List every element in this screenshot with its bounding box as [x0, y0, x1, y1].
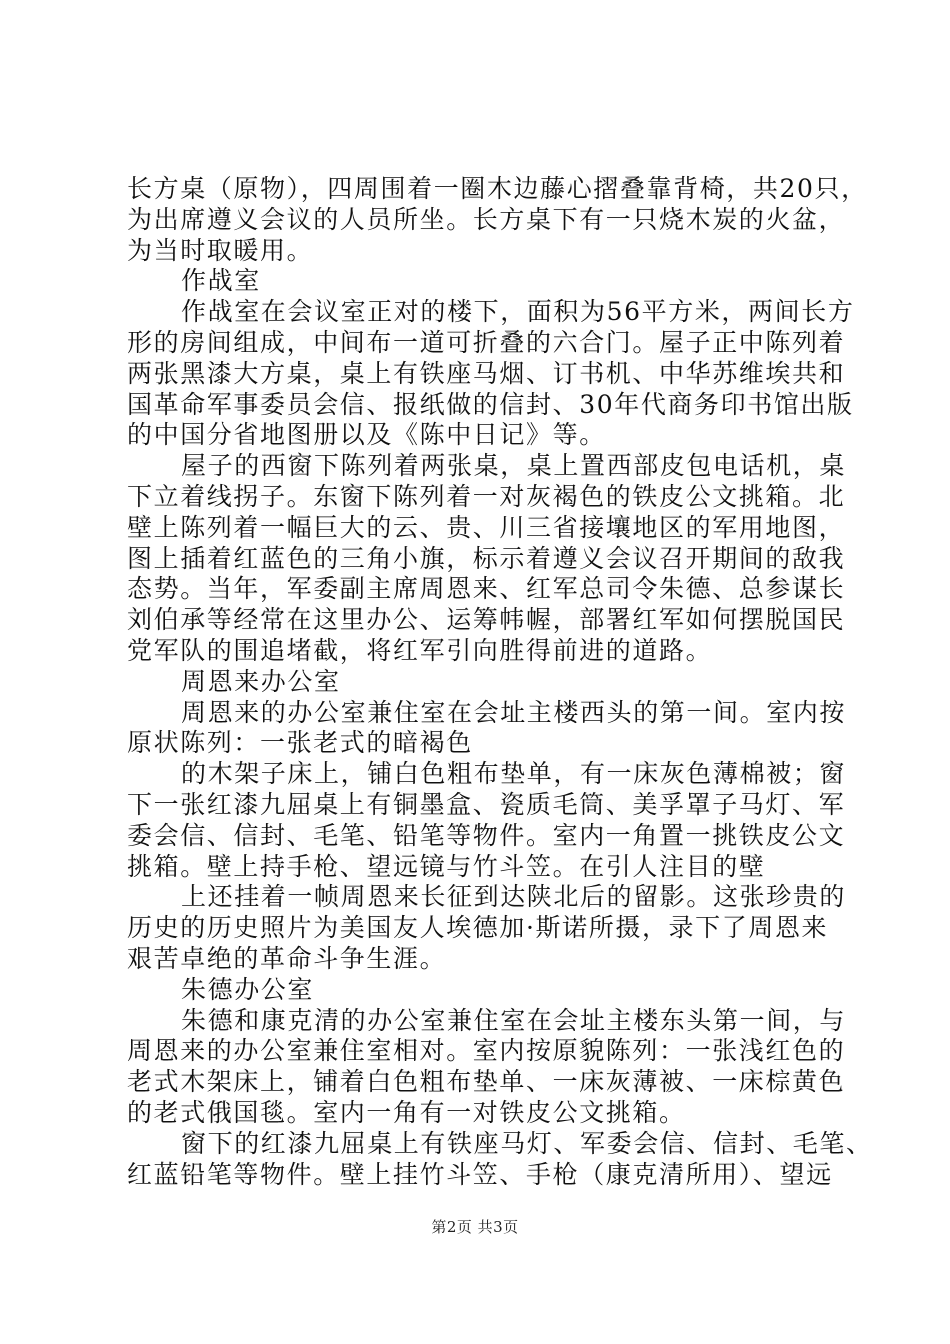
text-line: 态势。当年，军委副主席周恩来、红军总司令朱德、总参谋长 [127, 574, 846, 604]
text-line: 艰苦卓绝的革命斗争生涯。 [127, 943, 447, 973]
text-line: 历史的历史照片为美国友人埃德加·斯诺所摄，录下了周恩来 [127, 913, 829, 943]
document-body [127, 174, 873, 1190]
text-line: 老式木架床上，铺着白色粗布垫单、一床灰薄被、一床棕黄色 [127, 1067, 846, 1097]
text-line: 周恩来办公室 [181, 666, 341, 696]
text-line: 形的房间组成，中间布一道可折叠的六合门。屋子正中陈列着 [127, 327, 846, 357]
text-line: 红蓝铅笔等物件。壁上挂竹斗笠、手枪（康克清所用）、望远 [127, 1159, 833, 1189]
text-line: 壁上陈列着一幅巨大的云、贵、川三省接壤地区的军用地图， [127, 512, 846, 542]
text-line: 作战室 [181, 266, 261, 296]
text-line: 朱德办公室 [181, 974, 315, 1004]
text-line: 两张黑漆大方桌，桌上有铁座马烟、订书机、中华苏维埃共和 [127, 358, 846, 388]
text-line: 党军队的围追堵截，将红军引向胜得前进的道路。 [127, 635, 713, 665]
text-line: 委会信、信封、毛笔、铅笔等物件。室内一角置一挑铁皮公文 [127, 820, 846, 850]
text-line: 的老式俄国毯。室内一角有一对铁皮公文挑箱。 [127, 1097, 686, 1127]
text-line: 刘伯承等经常在这里办公、运筹帏幄，部署红军如何摆脱国民 [127, 605, 846, 635]
text-line: 上还挂着一帧周恩来长征到达陕北后的留影。这张珍贵的 [181, 882, 847, 912]
text-line: 国革命军事委员会信、报纸做的信封、30年代商务印书馆出版 [127, 389, 854, 419]
text-line: 下立着线拐子。东窗下陈列着一对灰褐色的铁皮公文挑箱。北 [127, 481, 846, 511]
text-line: 为当时取暖用。 [127, 235, 314, 265]
text-line: 图上插着红蓝色的三角小旗，标示着遵义会议召开期间的敌我 [127, 543, 846, 573]
text-line: 窗下的红漆九屈桌上有铁座马灯、军委会信、信封、毛笔、 [181, 1128, 873, 1158]
page-footer: 第2页 共3页 [431, 1218, 519, 1236]
text-line: 长方桌（原物），四周围着一圈木边藤心摺叠靠背椅，共20只， [127, 174, 868, 203]
text-line: 周恩来的办公室兼住室在会址主楼西头的第一间。室内按 [181, 697, 847, 727]
text-line: 的中国分省地图册以及《陈中日记》等。 [127, 420, 606, 450]
text-line: 朱德和康克清的办公室兼住室在会址主楼东头第一间，与 [181, 1005, 847, 1035]
text-line: 挑箱。壁上持手枪、望远镜与竹斗笠。在引人注目的壁 [127, 851, 766, 881]
text-line: 原状陈列：一张老式的暗褐色 [127, 728, 473, 758]
text-line: 作战室在会议室正对的楼下，面积为56平方米，两间长方 [181, 297, 855, 327]
text-line: 屋子的西窗下陈列着两张桌，桌上置西部皮包电话机，桌 [181, 451, 847, 481]
text-line: 周恩来的办公室兼住室相对。室内按原貌陈列：一张浅红色的 [127, 1036, 846, 1066]
text-line: 的木架子床上，铺白色粗布垫单，有一床灰色薄棉被；窗 [181, 759, 847, 789]
text-line: 为出席遵义会议的人员所坐。长方桌下有一只烧木炭的火盆， [127, 204, 846, 234]
text-line: 下一张红漆九屈桌上有铜墨盒、瓷质毛筒、美孚罩子马灯、军 [127, 789, 846, 819]
